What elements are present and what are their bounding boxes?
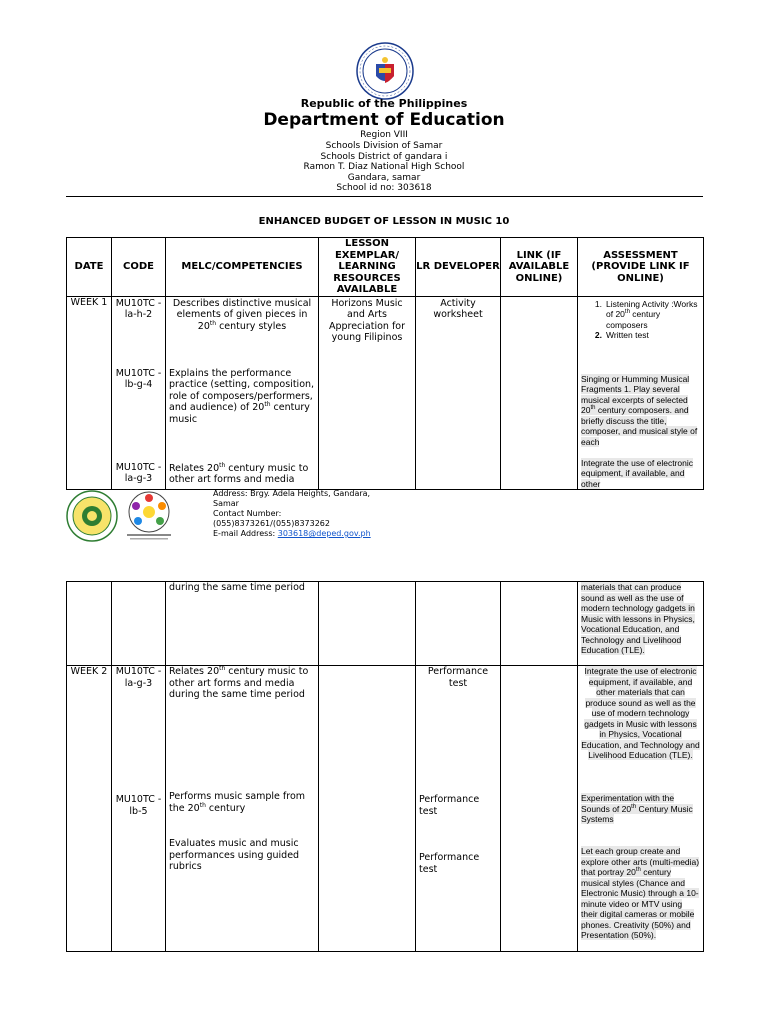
developer-cell: Performance test [427, 666, 489, 689]
assessment-cell: Integrate the use of electronic equipment, if available, and other materials that can produce sound as well as the use of modern technology gadgets in Music with lessons in Physics, Vocational Education, and Technology and Livelihood Education (TLE). [581, 666, 700, 760]
column-header: DATE [67, 238, 112, 297]
melc-cell: Relates 20th century music to other art forms and media [169, 461, 309, 485]
code-cell: MU10TC -lb-5 [115, 794, 162, 817]
column-header: MELC/COMPETENCIES [166, 238, 319, 297]
date-cell [67, 582, 112, 666]
assessment-cell: Singing or Humming Musical Fragments 1. Play several musical excerpts of selected 20th century composers. and briefly discuss the title, composer, and musical style of each [581, 373, 698, 447]
code-cell: MU10TC -la-g-3 [115, 461, 162, 484]
department-title: Department of Education [263, 110, 505, 130]
school-logo-icon [66, 490, 118, 542]
developer-cell: Performance test [419, 852, 480, 875]
column-header: CODE [112, 238, 166, 297]
resource-cell [319, 666, 416, 952]
assessment-cell: materials that can produce sound as well as the use of modern technology gadgets in Music with lessons in Physics, Vocational Education, and Technology and Livelihood Education (TLE). [581, 582, 695, 655]
link-cell [501, 296, 578, 489]
melc-cell: Explains the performance practice (setting, composition, role of composers/performers, and audience) of 20th century music [169, 367, 315, 425]
email-link[interactable]: 303618@deped.gov.ph [277, 529, 371, 538]
footer-contact-label: Contact Number: [213, 509, 282, 518]
deped-seal-icon [356, 42, 414, 100]
column-header: LINK (IF AVAILABLE ONLINE) [501, 238, 578, 297]
school-id-line: School id no: 303618 [336, 183, 432, 193]
developer-cell: Performance test [419, 794, 480, 817]
document-title: ENHANCED BUDGET OF LESSON IN MUSIC 10 [258, 216, 510, 227]
assessment-cell: Experimentation with the Sounds of 20th Century Music Systems [581, 793, 693, 824]
footer-email-label: E-mail Address: [213, 529, 276, 538]
column-header: LESSON EXEMPLAR/ LEARNING RESOURCES AVAILABLE [319, 238, 416, 297]
melc-cell: Performs music sample from the 20th century [169, 791, 306, 814]
header-divider [66, 196, 703, 197]
region-line: Region VIII [360, 130, 408, 140]
melc-text: Describes distinctive musical elements of given pieces in 20th century styles [172, 297, 312, 332]
school-line: Ramon T. Diaz National High School [303, 162, 465, 172]
assessment-list-item: 1. Listening Activity :Works of 20th century composers [594, 298, 698, 330]
code-cell [112, 582, 166, 666]
assessment-cell: Let each group create and explore other arts (multi-media) that portray 20th century musical styles (Chance and Electronic Music) through a 10-minute video or MTV using their digital cameras or mobile phones. Creativity (50%) and Presentation (50%). [581, 846, 700, 940]
melc-cell: during the same time period [169, 582, 305, 593]
table-row [67, 582, 704, 666]
table-row [67, 296, 704, 489]
assessment-list-item: 2. Written test [594, 330, 649, 340]
division-line: Schools Division of Samar [325, 141, 443, 151]
table-row [67, 666, 704, 952]
column-header: ASSESSMENT (PROVIDE LINK IF ONLINE) [578, 238, 704, 297]
developer-cell [416, 582, 501, 666]
table-header-row [67, 238, 704, 297]
resource-cell [319, 582, 416, 666]
assessment-list [580, 299, 701, 341]
footer-contact [213, 489, 388, 539]
week-label: WEEK 2 [70, 666, 108, 677]
link-cell [501, 666, 578, 952]
district-line: Schools District of gandara i [320, 152, 448, 162]
week-label: WEEK 1 [70, 296, 108, 308]
code-cell: MU10TC -la-h-2 [115, 297, 162, 320]
column-header: LR DEVELOPER [416, 238, 501, 297]
code-cell: MU10TC -lb-g-4 [115, 367, 162, 390]
lesson-table-page2 [66, 581, 704, 952]
lesson-table-page1 [66, 237, 704, 490]
footer-contact-number: (055)8373261/(055)8373262 [213, 519, 330, 528]
melc-cell [169, 298, 315, 333]
developer-cell: Activity worksheet [433, 297, 483, 320]
footer-address: Address: Brgy. Adela Heights, Gandara, Samar [213, 489, 371, 508]
melc-cell: Evaluates music and music performances using guided rubrics [169, 838, 300, 872]
code-cell: MU10TC -la-g-3 [115, 666, 162, 689]
location-line: Gandara, samar [347, 173, 421, 183]
republic-line: Republic of the Philippines [300, 97, 468, 110]
footer-email [213, 529, 388, 539]
assessment-cell: Integrate the use of electronic equipment, if available, and other [581, 457, 693, 489]
melc-cell: Relates 20th century music to other art forms and media during the same time period [169, 665, 309, 700]
link-cell [501, 582, 578, 666]
resource-cell: Horizons Music and Arts Appreciation for young Filipinos [328, 297, 406, 343]
community-logo-icon [124, 490, 174, 542]
